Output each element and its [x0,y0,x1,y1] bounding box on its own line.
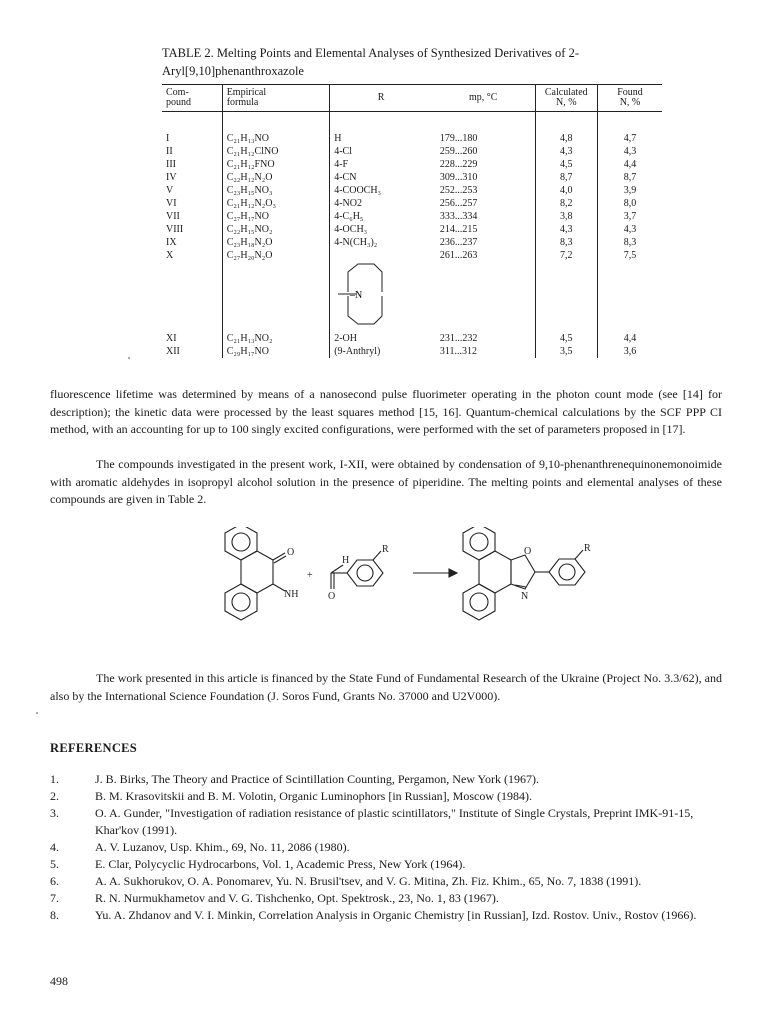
label-o-oxazole: O [524,546,532,557]
table-row: III C₂₁H₁₂FNO 4-F 228...229 4,5 4,4 [162,158,662,171]
upper-ring [348,264,382,292]
label-plus: + [307,570,313,581]
product-ring-middle [479,551,511,593]
references-heading: REFERENCES [50,741,138,755]
table-row: X C₂₇H₂₀N₂O 261...263 7,2 7,5 [162,249,662,262]
paragraph-methods: fluorescence lifetime was determined by means of a nanosecond pulse fluorimeter operating in the photon count mode (see [14] for description); the kinetic data were processed by the least squares method [15, 16]. Quantum-chemical calculations by the SCF PPP CI method, with an accounting for up to 100 singly excited configurations, were performed with the set of parameters proposed in [17]. [50,387,722,436]
speck [128,357,130,359]
list-item: 6. A. A. Sukhorukov, O. A. Ponomarev, Yu. N. Brusil'tsev, and V. G. Mitina, Zh. Fiz. Khim., 65, No. 7, 1838 (1991). [50,874,642,888]
header-r: R [330,85,432,112]
table-spacer-row [162,112,662,133]
header-found: Found N, % [597,85,662,112]
table-structure-row [162,262,662,332]
label-h: H [342,555,350,566]
table-row: XII C₂₉H₁₇NO (9-Anthryl) 311...312 3,5 3,6 [162,345,662,358]
table-header-row [162,85,662,112]
table-title [162,44,652,80]
table-row: V C₂₃H₁₅NO₃ 4-COOCH₃ 252...253 4,0 3,9 [162,184,662,197]
paragraph-funding: The work presented in this article is financed by the State Fund of Fundamental Research of the Ukraine (Project No. 3.3/62), and also by the International Science Foundation (J. Soros Fund, Grants No. 37000 and U2V000). [50,671,722,703]
list-item: 7. R. N. Nurmukhametov and V. G. Tishchenko, Opt. Spektrosk., 23, No. 1, 83 (1967). [50,891,499,905]
melting-points-table [162,84,662,358]
list-item: 8. Yu. A. Zhdanov and V. I. Minkin, Correlation Analysis in Organic Chemistry [in Russian], Izd. Rostov. Univ., Rostov (1966). [50,908,697,922]
header-calculated: Calculated N, % [535,85,597,112]
label-o-aldehyde: O [328,591,336,602]
table-row: VII C₂₇H₁₇NO 4-C₆H₅ 333...334 3,8 3,7 [162,210,662,223]
label-r-product: R [584,543,591,554]
table-row: VIII C₂₂H₁₅NO₂ 4-OCH₃ 214...215 4,3 4,3 [162,223,662,236]
aldehyde-ring [347,560,383,586]
list-item: 5. E. Clar, Polycyclic Hydrocarbons, Vol. 1, Academic Press, New York (1964). [50,857,466,871]
references-list [50,771,722,924]
list-item: 4. A. V. Luzanov, Usp. Khim., 69, No. 11, 2086 (1980). [50,840,350,854]
nitrogen-label: –N [350,290,363,301]
reactant-ring-top [225,527,257,560]
label-o-quinone: O [287,547,295,558]
label-r-aldehyde: R [382,544,389,555]
table-row: VI C₂₁H₁₂N₂O₃ 4-NO2 256...257 8,2 8,0 [162,197,662,210]
list-item: 3. O. A. Gunder, "Investigation of radiation resistance of plastic scintillators," Institute of Single Crystals, Preprint IMK-91-15, Khar'kov (1991). [50,806,694,837]
table-row: IV C₂₂H₁₂N₂O 4-CN 309...310 8,7 8,7 [162,171,662,184]
table-row: II C₂₁H₁₂ClNO 4-Cl 259...260 4,3 4,3 [162,145,662,158]
list-item: 2. B. M. Krasovitskii and B. M. Volotin, Organic Luminophors [in Russian], Moscow (1984). [50,789,532,803]
reaction-scheme [205,527,605,637]
product-aryl-ring [549,559,585,585]
speck [36,712,38,714]
reactant-ring-bottom [225,584,257,620]
label-n-oxazole: N [521,591,529,602]
table-title-line-1: TABLE 2. Melting Points and Elemental Analyses of Synthesized Derivatives of 2- [162,46,579,60]
header-formula: Empirical formula [222,85,330,112]
table-row: I C₂₁H₁₃NO H 179...180 4,8 4,7 [162,132,662,145]
label-nh: NH [284,589,299,600]
oxazole-ring [511,555,535,589]
page-number: 498 [50,974,68,988]
table-row: XI C₂₁H₁₃NO₂ 2-OH 231...232 4,5 4,4 [162,332,662,345]
header-mp: mp, °C [432,85,535,112]
header-compound: Com- pound [162,85,222,112]
table-row: IX C₂₃H₁₈N₂O 4-N(CH₃)₂ 236...237 8,3 8,3 [162,236,662,249]
reactant-ring-middle [241,551,273,593]
r-structure-cell [330,262,432,332]
paragraph-synthesis: The compounds investigated in the present work, I-XII, were obtained by condensation of 9,10-phenanthrenequinonemonoimide with aromatic aldehydes in isopropyl alcohol solution in the presence of piperidine. The melting points and elemental analyses of these compounds are given in Table 2. [50,457,722,506]
list-item: 1. J. B. Birks, The Theory and Practice of Scintillation Counting, Pergamon, New York (1967). [50,772,539,786]
product-ring-bottom [463,584,495,620]
julolidine-structure [334,262,404,328]
product-ring-top [463,527,495,560]
table-title-line-2: Aryl[9,10]phenanthroxazole [162,64,304,78]
